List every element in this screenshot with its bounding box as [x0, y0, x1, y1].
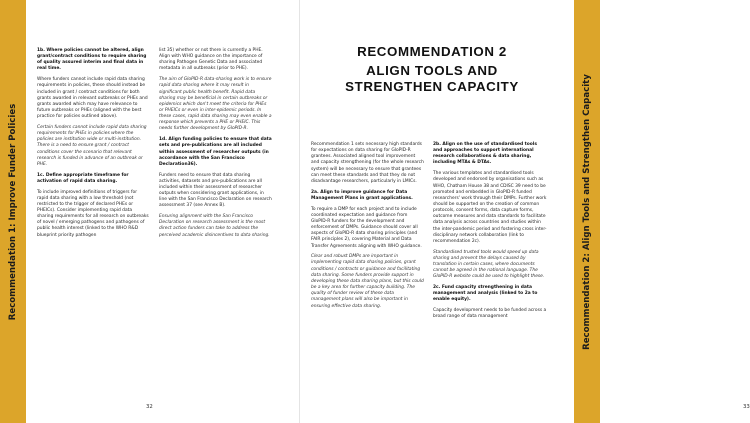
- heading-2c: 2c. Fund capacity strengthening in data management and analysis (linked to 2a to enable equity).: [433, 285, 538, 303]
- title-line-2a: ALIGN TOOLS AND: [366, 63, 498, 78]
- left-column-1: [37, 48, 149, 243]
- note-san-francisco: Ensuring alignment with the San Francisco Declaration on research assessment is the most direct action funders can take to address the perceived academic disincentives to data sharing.: [159, 214, 270, 238]
- note-standardised-tools: Standardised trusted tools would speed up data sharing and prevent the delays caused by translation in certain cases, where documents cannot be agreed in the national language. The GloPID-R website could be used to highlight these.: [433, 249, 545, 280]
- paragraph-intro: Recommendation 1 sets necessary high standards for expectations on data sharing for GloPID-R grantees. Associated aligned tool improvement and capacity strengthening (for the whole research system) will be necessary to ensure that grantees can meet these standards and that they do not disadvantage researchers, particularly in LMICs.: [311, 142, 424, 184]
- title-line-2b: STRENGTHEN CAPACITY: [345, 79, 519, 94]
- heading-2b: 2b. Align on the use of standardised tools and approaches to support international research collaborations & data sharing, including MTAs & DTAs.: [433, 142, 537, 166]
- left-page: [0, 0, 300, 423]
- paragraph-dmp: To require a DMP for each project and to include coordinated expectation and guidance from GloPID-R funders for the development and enforcement of DMPs. Guidance should cover all aspects of GloPID-R data sharing principles (and FAIR principles 2), covering Material and Data Transfer Agreements aligning with WHO guidance.: [311, 206, 422, 249]
- page-number-left: 32: [146, 404, 153, 410]
- paragraph-templates: The various templates and standardised tools developed and endorsed by organisations such as WHO, Chatham House 38 and CDISC 39 need to be promoted and embedded in GloPID-R funded researchers' work through their DMPs. Further work should be supported on the creation of common protocols, consent forms, data capture forms, outcome measures and data standards to facilitate data analysis across countries and studies within the inter-pandemic period and fostering cross inter-disciplinary network collaboration (link to recommendation 2c).: [433, 171, 547, 244]
- note-dmp-quality: Clear and robust DMPs are important in implementing rapid data sharing policies, grant conditions / contracts or guidance and facilitating data sharing. Some funders provide support in developing these data sharing plans, but this could be a key area for further capacity building. The quality of funder review of these data management plans will also be important in ensuring effective data sharing.: [311, 254, 424, 309]
- heading-1d: 1d. Align funding policies to ensure that data sets and pre-publications are all included within assessment of researcher outputs (in accordance with the San Francisco Declaration36).: [159, 137, 272, 167]
- title-line-1: RECOMMENDATION 2: [357, 44, 507, 59]
- paragraph-researcher-outputs: Funders need to ensure that data sharing activities, datasets and pre-publications are all included within their assessment of researcher outputs when considering grant applications, in line with the San Francisco Declaration on research assessment 37 (see Annex B).: [159, 172, 272, 209]
- paragraph-who-guidance: list 35) whether or not there is currently a PHE. Align with WHO guidance on the importance of sharing Pathogen Genetic Data and associated metadata in all outbreaks (prior to PHE).: [159, 48, 263, 72]
- left-side-label: Recommendation 1: Improve Funder Policies: [8, 103, 18, 320]
- right-column-2: [433, 142, 547, 325]
- heading-1c: 1c. Define appropriate timeframe for activation of rapid data sharing.: [37, 172, 129, 184]
- paragraph-grant-conditions: Where funders cannot include rapid data sharing requirements in policies, these should instead be included in grant / contract conditions for both grants awarded in relevant outbreaks or PHEs and grants awarded which may have relevance to future outbreaks or PHEs (aligned with the best practice for policies outlined above).: [37, 77, 148, 120]
- title-line-2: [305, 63, 559, 95]
- right-column-1: [311, 142, 424, 314]
- recommendation-title: [305, 44, 559, 95]
- note-rapid-sharing-aim: The aim of GloPID-R data-sharing work is to ensure rapid data sharing where it may result in significant public health benefit. Rapid data sharing may be beneficial in certain outbreaks or epidemics which don't meet the criteria for PHEs or PHEICs or even in inter-epidemic periods. In these cases, rapid data sharing may even enable a response which prevents a PHE or PHEIC. This needs further development by GloPID-R.: [159, 77, 272, 132]
- right-side-label: Recommendation 2: Align Tools and Strengthen Capacity: [582, 73, 592, 350]
- paragraph-triggers: To include improved definitions of triggers for rapid data sharing with a low threshold (not restricted to the trigger of declared PHEs or PHEICs). Consider implementing rapid data sharing requirements for all research on outbreaks of novel / emerging pathogens and pathogens of public health interest (linked to the WHO R&D blueprint priority pathogen: [37, 189, 149, 238]
- heading-1b: 1b. Where policies cannot be altered, align grant/contract conditions to require sharing of quality assured interim and final data in real time.: [37, 48, 147, 72]
- left-column-2: [159, 48, 272, 243]
- page-number-right: 33: [743, 404, 750, 410]
- right-side-tab: [574, 0, 600, 423]
- note-institution-wide: Certain funders cannot include rapid data sharing requirements for PHEs in policies where the policies are institution wide or multi-institution. There is a need to ensure grant / contract conditions cover the scenario that relevant research is funded in advance of an outbreak or PHE.: [37, 124, 147, 167]
- paragraph-capacity: Capacity development needs to be funded across a broad range of data management: [433, 308, 547, 320]
- left-side-tab: [0, 0, 26, 423]
- heading-2a: 2a. Align to improve guidance for Data Management Plans in grant applications.: [311, 189, 413, 201]
